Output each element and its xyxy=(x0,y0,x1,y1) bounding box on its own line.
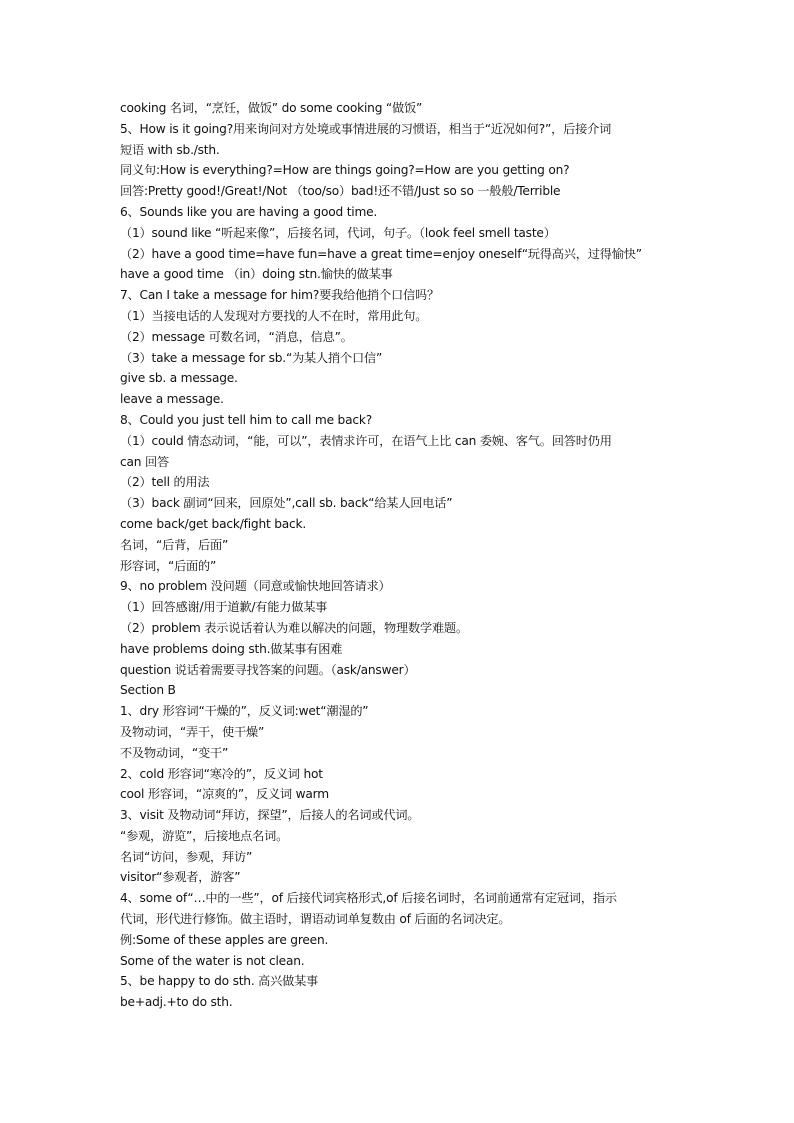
text-line: （3）back 副词“回来，回原处”,call sb. back“给某人回电话” xyxy=(120,496,453,511)
text-line: have problems doing sth.做某事有困难 xyxy=(120,641,343,656)
text-line: Some of the water is not clean. xyxy=(120,953,305,968)
text-line: give sb. a message. xyxy=(120,371,238,386)
text-line: （1）当接电话的人发现对方要找的人不在时，常用此句。 xyxy=(120,308,428,323)
text-line: have a good time （in）doing stn.愉快的做某事 xyxy=(120,267,393,282)
text-line: leave a message. xyxy=(120,392,224,407)
text-line: （1）回答感谢/用于道歉/有能力做某事 xyxy=(120,600,328,615)
text-line: cooking 名词，“烹饪，做饭” do some cooking “做饭” xyxy=(120,101,423,115)
text-line: （2）problem 表示说话着认为难以解决的问题，物理数学难题。 xyxy=(120,620,468,635)
text-line: 代词，形代进行修饰。做主语时，谓语动词单复数由 of 后面的名词决定。 xyxy=(120,912,511,927)
text-line: 3、visit 及物动词“拜访，探望”，后接人的名词或代词。 xyxy=(120,808,420,823)
text-line: 同义句:How is everything?=How are things going?=How are you getting on? xyxy=(120,163,570,178)
text-line: come back/get back/fight back. xyxy=(120,516,307,531)
text-line: 7、Can I take a message for him?要我给他捎个口信吗？ xyxy=(120,288,439,303)
text-line: cool 形容词，“凉爽的”，反义词 warm xyxy=(120,787,329,802)
section-heading: Section B xyxy=(120,683,176,698)
text-line: 2、cold 形容词“寒冷的”，反义词 hot xyxy=(120,766,323,781)
text-line: 6、Sounds like you are having a good time. xyxy=(120,204,378,219)
text-line: 名词，“后背，后面” xyxy=(120,537,229,552)
text-line: （2）tell 的用法 xyxy=(120,475,210,490)
text-line: 不及物动词，“变干” xyxy=(120,745,229,760)
document-page xyxy=(120,98,680,1013)
text-line: 1、dry 形容词“干燥的”，反义词:wet“潮湿的” xyxy=(120,704,369,719)
text-line: （3）take a message for sb.“为某人捎个口信” xyxy=(120,350,383,365)
text-line: 4、some of“…中的一些”，of 后接代词宾格形式,of 后接名词时，名词前通常有定冠词，指示 xyxy=(120,891,617,906)
text-line: （2）have a good time=have fun=have a great time=enjoy oneself“玩得高兴，过得愉快” xyxy=(120,246,642,261)
text-line: （1）sound like “听起来像”，后接名词，代词，句子。（look feel smell taste） xyxy=(120,225,556,240)
text-line: 短语 with sb./sth. xyxy=(120,142,220,157)
text-line: “参观，游览”，后接地点名词。 xyxy=(120,828,289,843)
text-line: 形容词，“后面的” xyxy=(120,558,217,573)
text-line: 5、How is it going?用来询问对方处境或事情进展的习惯语，相当于“近况如何?”，后接介词 xyxy=(120,121,612,136)
text-line: question 说话着需要寻找答案的问题。（ask/answer） xyxy=(120,662,416,677)
text-line: be+adj.+to do sth. xyxy=(120,995,233,1010)
text-line: （2）message 可数名词，“消息，信息”。 xyxy=(120,329,353,344)
text-line: 名词“访问，参观，拜访” xyxy=(120,849,253,864)
text-line: can 回答 xyxy=(120,454,169,469)
text-line: 5、be happy to do sth. 高兴做某事 xyxy=(120,974,319,989)
text-line: 9、no problem 没问题（同意或愉快地回答请求） xyxy=(120,579,391,594)
text-line: 8、Could you just tell him to call me back? xyxy=(120,412,372,427)
text-line: visitor“参观者，游客” xyxy=(120,870,241,885)
text-line: 例:Some of these apples are green. xyxy=(120,932,329,947)
text-line: 回答:Pretty good!/Great!/Not （too/so）bad!还不错/Just so so 一般般/Terrible xyxy=(120,184,561,199)
text-line: 及物动词，“弄干，使干燥” xyxy=(120,724,265,739)
text-line: （1）could 情态动词，“能，可以”，表情求许可，在语气上比 can 委婉、客气。回答时仍用 xyxy=(120,433,612,448)
